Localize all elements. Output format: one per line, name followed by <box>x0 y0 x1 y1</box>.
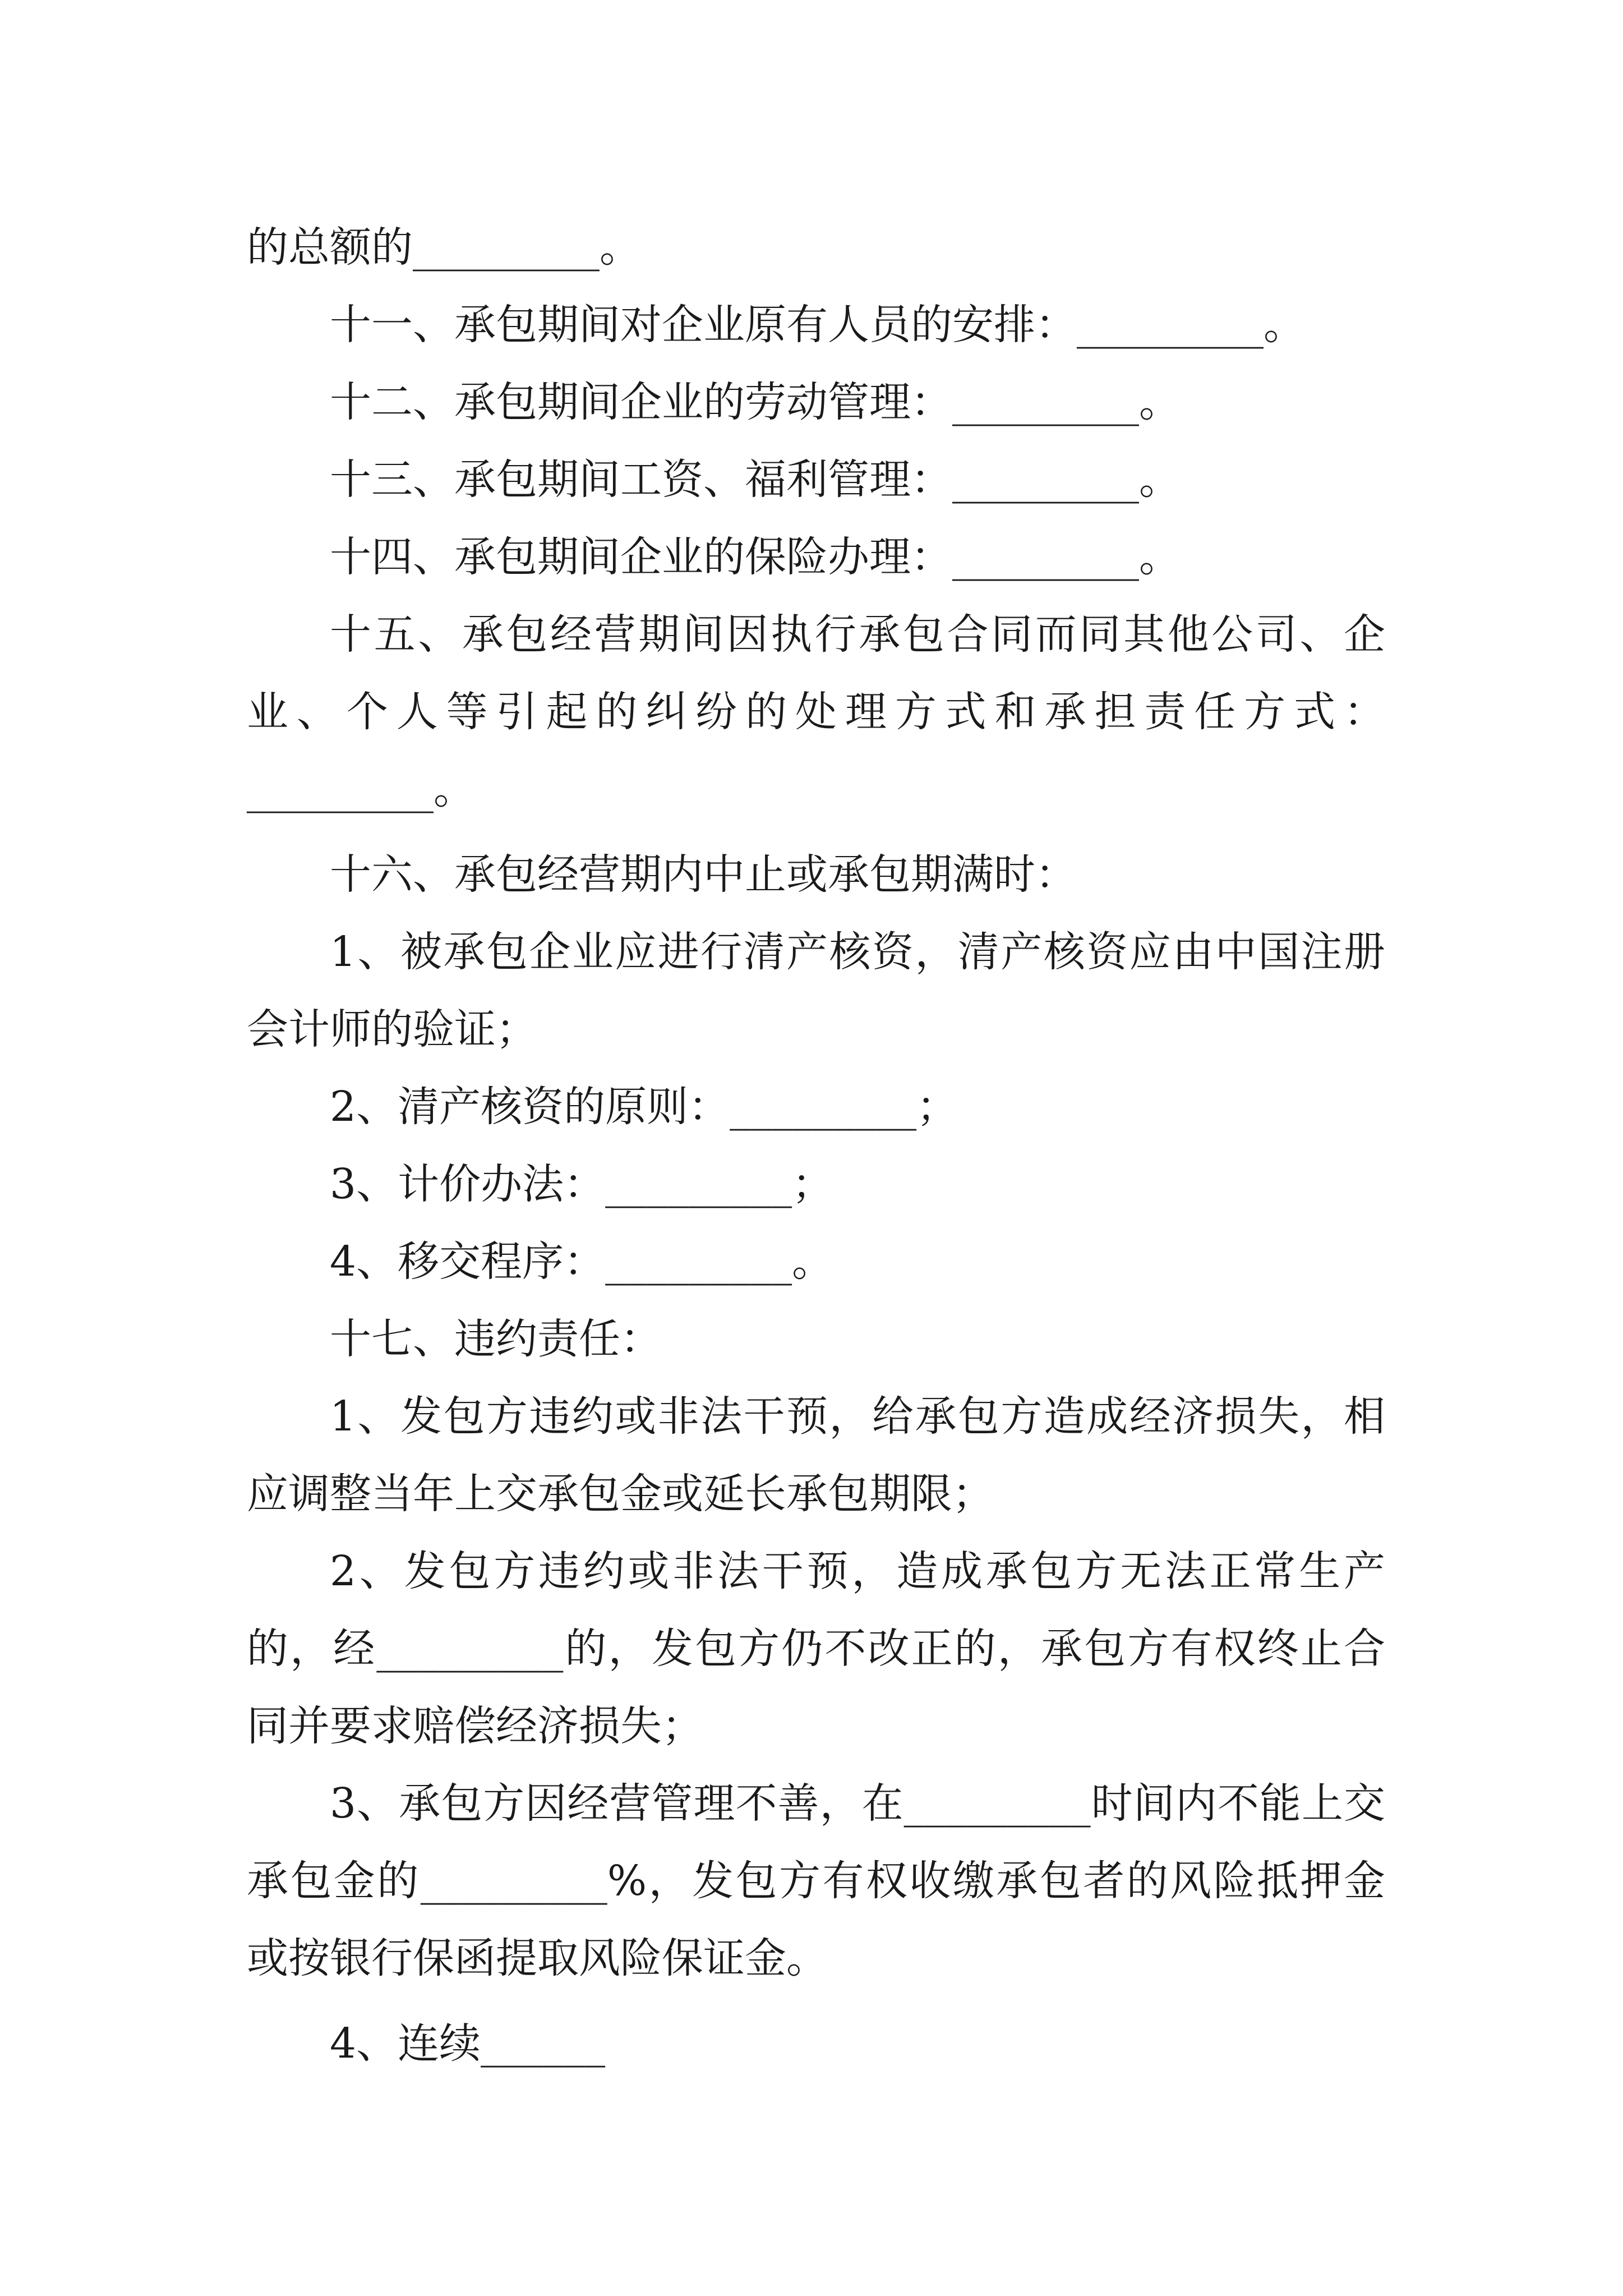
paragraph-total-amount: 的总额的_________。 <box>247 223 641 272</box>
paragraph-clause-16-item-1: 1、被承包企业应进行清产核资，清产核资应由中国注册会计师的验证； <box>247 928 1385 1053</box>
paragraph-clause-11: 十一、承包期间对企业原有人员的安排：_________。 <box>330 301 1305 349</box>
paragraph-clause-17-item-4: 4、连续______ <box>330 2019 606 2068</box>
paragraph-clause-17: 十七、违约责任： <box>330 1315 662 1363</box>
document-body <box>247 209 1385 2082</box>
paragraph-clause-17-item-3: 3、承包方因经营管理不善，在_________时间内不能上交承包金的_________%，发包方有权收缴承包者的风险抵押金或按银行保函提取风险保证金。 <box>247 1779 1385 1982</box>
paragraph-clause-13: 十三、承包期间工资、福利管理：_________。 <box>330 455 1181 504</box>
paragraph-clause-17-item-2: 2、发包方违约或非法干预，造成承包方无法正常生产的，经_________的，发包方仍不改正的，承包方有权终止合同并要求赔偿经济损失； <box>247 1547 1385 1750</box>
paragraph-clause-16-item-4: 4、移交程序：_________。 <box>330 1237 834 1286</box>
paragraph-clause-16-item-2: 2、清产核资的原则：_________； <box>330 1083 958 1131</box>
paragraph-clause-16-item-3: 3、计价办法：_________； <box>330 1160 834 1208</box>
paragraph-clause-15: 十五、承包经营期间因执行承包合同而同其他公司、企业、个人等引起的纠纷的处理方式和承担责任方式：_________。 <box>247 610 1385 813</box>
paragraph-clause-17-item-1: 1、发包方违约或非法干预，给承包方造成经济损失，相应调整当年上交承包金或延长承包期限； <box>247 1392 1385 1518</box>
paragraph-clause-12: 十二、承包期间企业的劳动管理：_________。 <box>330 378 1181 426</box>
paragraph-clause-16: 十六、承包经营期内中止或承包期满时： <box>330 850 1077 899</box>
paragraph-clause-14: 十四、承包期间企业的保险办理：_________。 <box>330 533 1181 581</box>
